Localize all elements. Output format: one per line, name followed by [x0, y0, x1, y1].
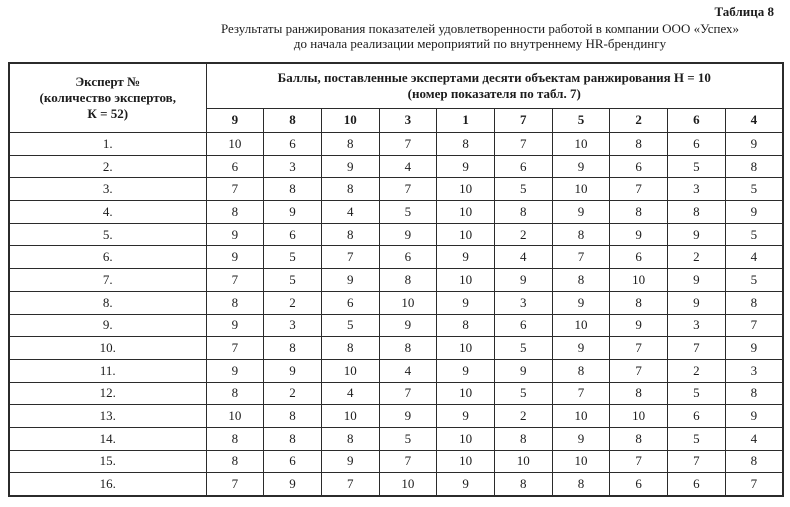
- score-cell: 7: [725, 314, 783, 337]
- score-cell: 7: [610, 337, 668, 360]
- expert-number-cell: 5.: [9, 223, 206, 246]
- score-cell: 8: [264, 178, 322, 201]
- score-cell: 6: [264, 133, 322, 156]
- score-cell: 9: [379, 314, 437, 337]
- score-cell: 7: [668, 337, 726, 360]
- table-row: [9, 291, 783, 314]
- score-cell: 2: [264, 382, 322, 405]
- score-cell: 8: [552, 473, 610, 496]
- score-cell: 5: [494, 178, 552, 201]
- score-cell: 9: [610, 314, 668, 337]
- score-cell: 7: [321, 246, 379, 269]
- score-cell: 6: [494, 314, 552, 337]
- title-line-2: до начала реализации мероприятий по внутреннему HR-брендингу: [293, 36, 667, 52]
- score-cell: 7: [552, 382, 610, 405]
- header-row-top: [9, 63, 783, 109]
- table-row: [9, 427, 783, 450]
- score-cell: 10: [437, 223, 495, 246]
- score-cell: 10: [437, 427, 495, 450]
- indicator-column-header: 9: [206, 109, 264, 133]
- score-cell: 6: [610, 246, 668, 269]
- score-cell: 8: [437, 314, 495, 337]
- score-cell: 5: [668, 382, 726, 405]
- table-row: [9, 201, 783, 224]
- score-cell: 8: [379, 337, 437, 360]
- score-cell: 5: [725, 178, 783, 201]
- score-cell: 9: [668, 269, 726, 292]
- score-cell: 3: [668, 314, 726, 337]
- score-cell: 10: [552, 314, 610, 337]
- score-cell: 6: [610, 473, 668, 496]
- expert-number-cell: 11.: [9, 359, 206, 382]
- score-cell: 9: [206, 359, 264, 382]
- score-cell: 9: [725, 337, 783, 360]
- table-body: [9, 133, 783, 497]
- score-cell: 2: [264, 291, 322, 314]
- score-cell: 9: [437, 405, 495, 428]
- expert-number-cell: 9.: [9, 314, 206, 337]
- score-cell: 9: [552, 337, 610, 360]
- expert-number-cell: 8.: [9, 291, 206, 314]
- indicator-column-header: 7: [494, 109, 552, 133]
- score-cell: 10: [552, 178, 610, 201]
- score-cell: 10: [206, 133, 264, 156]
- score-cell: 3: [264, 155, 322, 178]
- score-cell: 9: [206, 223, 264, 246]
- ranking-table: [8, 62, 784, 497]
- score-cell: 3: [264, 314, 322, 337]
- score-cell: 10: [321, 359, 379, 382]
- score-cell: 7: [206, 337, 264, 360]
- expert-number-cell: 10.: [9, 337, 206, 360]
- score-cell: 3: [725, 359, 783, 382]
- score-cell: 8: [264, 427, 322, 450]
- score-cell: 10: [552, 450, 610, 473]
- score-cell: 2: [668, 246, 726, 269]
- score-cell: 7: [552, 246, 610, 269]
- score-cell: 9: [437, 246, 495, 269]
- score-cell: 9: [437, 155, 495, 178]
- score-cell: 10: [437, 269, 495, 292]
- score-cell: 7: [379, 450, 437, 473]
- scores-header-cell: [206, 63, 783, 109]
- score-cell: 8: [321, 223, 379, 246]
- score-cell: 8: [321, 178, 379, 201]
- score-cell: 4: [321, 201, 379, 224]
- score-cell: 9: [552, 201, 610, 224]
- expert-number-cell: 13.: [9, 405, 206, 428]
- score-cell: 10: [379, 291, 437, 314]
- score-cell: 8: [552, 269, 610, 292]
- indicator-column-header: 3: [379, 109, 437, 133]
- score-cell: 9: [725, 133, 783, 156]
- expert-header-line-1: Эксперт №: [75, 73, 141, 89]
- score-cell: 9: [264, 201, 322, 224]
- score-cell: 8: [610, 201, 668, 224]
- expert-header-line-2: (количество экспертов,: [39, 89, 176, 105]
- score-cell: 8: [610, 133, 668, 156]
- score-cell: 5: [494, 337, 552, 360]
- score-cell: 10: [437, 450, 495, 473]
- score-cell: 8: [610, 427, 668, 450]
- indicator-column-header: 8: [264, 109, 322, 133]
- score-cell: 10: [321, 405, 379, 428]
- score-cell: 8: [321, 337, 379, 360]
- score-cell: 7: [610, 450, 668, 473]
- score-cell: 10: [437, 337, 495, 360]
- indicator-column-header: 5: [552, 109, 610, 133]
- score-cell: 6: [668, 405, 726, 428]
- score-cell: 8: [264, 337, 322, 360]
- score-cell: 5: [264, 269, 322, 292]
- score-cell: 6: [264, 223, 322, 246]
- score-cell: 6: [494, 155, 552, 178]
- score-cell: 8: [610, 382, 668, 405]
- score-cell: 7: [206, 473, 264, 496]
- score-cell: 8: [321, 427, 379, 450]
- indicator-column-header: 2: [610, 109, 668, 133]
- score-cell: 9: [668, 291, 726, 314]
- score-cell: 2: [668, 359, 726, 382]
- expert-number-cell: 7.: [9, 269, 206, 292]
- score-cell: 7: [668, 450, 726, 473]
- score-cell: 5: [321, 314, 379, 337]
- table-row: [9, 405, 783, 428]
- score-cell: 8: [379, 269, 437, 292]
- score-cell: 9: [668, 223, 726, 246]
- score-cell: 8: [206, 382, 264, 405]
- score-cell: 10: [437, 201, 495, 224]
- score-cell: 9: [321, 269, 379, 292]
- document-title: [0, 20, 790, 52]
- score-cell: 5: [264, 246, 322, 269]
- score-cell: 8: [552, 223, 610, 246]
- score-cell: 9: [379, 405, 437, 428]
- score-cell: 5: [668, 155, 726, 178]
- score-cell: 7: [206, 269, 264, 292]
- score-cell: 8: [725, 155, 783, 178]
- score-cell: 9: [437, 473, 495, 496]
- score-cell: 9: [264, 473, 322, 496]
- score-cell: 8: [437, 133, 495, 156]
- table-row: [9, 178, 783, 201]
- expert-number-cell: 16.: [9, 473, 206, 496]
- scores-header-line-2: (номер показателя по табл. 7): [407, 86, 581, 101]
- score-cell: 6: [668, 473, 726, 496]
- score-cell: 10: [437, 178, 495, 201]
- score-cell: 9: [264, 359, 322, 382]
- score-cell: 8: [264, 405, 322, 428]
- score-cell: 8: [206, 427, 264, 450]
- score-cell: 9: [379, 223, 437, 246]
- score-cell: 5: [379, 201, 437, 224]
- indicator-column-header: 1: [437, 109, 495, 133]
- score-cell: 8: [494, 427, 552, 450]
- score-cell: 8: [206, 450, 264, 473]
- score-cell: 7: [610, 178, 668, 201]
- indicator-column-header: 4: [725, 109, 783, 133]
- score-cell: 7: [321, 473, 379, 496]
- score-cell: 9: [494, 359, 552, 382]
- score-cell: 8: [552, 359, 610, 382]
- expert-header-cell: [9, 63, 206, 133]
- expert-number-cell: 6.: [9, 246, 206, 269]
- score-cell: 4: [379, 359, 437, 382]
- score-cell: 7: [610, 359, 668, 382]
- table-row: [9, 223, 783, 246]
- table-number-label: Таблица 8: [714, 4, 774, 19]
- indicator-column-header: 10: [321, 109, 379, 133]
- expert-number-cell: 2.: [9, 155, 206, 178]
- score-cell: 8: [725, 382, 783, 405]
- score-cell: 4: [321, 382, 379, 405]
- score-cell: 9: [494, 269, 552, 292]
- score-cell: 3: [494, 291, 552, 314]
- score-cell: 10: [206, 405, 264, 428]
- score-cell: 8: [321, 133, 379, 156]
- score-cell: 2: [494, 223, 552, 246]
- score-cell: 10: [437, 382, 495, 405]
- score-cell: 6: [321, 291, 379, 314]
- score-cell: 6: [264, 450, 322, 473]
- score-cell: 4: [725, 246, 783, 269]
- score-cell: 9: [552, 291, 610, 314]
- score-cell: 5: [725, 223, 783, 246]
- score-cell: 7: [379, 133, 437, 156]
- score-cell: 7: [206, 178, 264, 201]
- score-cell: 9: [610, 223, 668, 246]
- score-cell: 4: [379, 155, 437, 178]
- table-row: [9, 382, 783, 405]
- expert-number-cell: 3.: [9, 178, 206, 201]
- score-cell: 8: [494, 473, 552, 496]
- score-cell: 8: [725, 450, 783, 473]
- score-cell: 3: [668, 178, 726, 201]
- score-cell: 8: [494, 201, 552, 224]
- expert-number-cell: 15.: [9, 450, 206, 473]
- score-cell: 4: [725, 427, 783, 450]
- score-cell: 9: [552, 155, 610, 178]
- score-cell: 9: [725, 405, 783, 428]
- score-cell: 8: [725, 291, 783, 314]
- score-cell: 6: [379, 246, 437, 269]
- score-cell: 6: [206, 155, 264, 178]
- score-cell: 9: [552, 427, 610, 450]
- table-row: [9, 269, 783, 292]
- score-cell: 7: [494, 133, 552, 156]
- score-cell: 9: [321, 155, 379, 178]
- score-cell: 4: [494, 246, 552, 269]
- expert-number-cell: 14.: [9, 427, 206, 450]
- score-cell: 10: [610, 269, 668, 292]
- expert-number-cell: 4.: [9, 201, 206, 224]
- score-cell: 9: [437, 291, 495, 314]
- table-row: [9, 337, 783, 360]
- table-row: [9, 450, 783, 473]
- table-row: [9, 133, 783, 156]
- score-cell: 6: [610, 155, 668, 178]
- table-row: [9, 473, 783, 496]
- score-cell: 10: [552, 405, 610, 428]
- score-cell: 8: [610, 291, 668, 314]
- score-cell: 9: [321, 450, 379, 473]
- score-cell: 6: [668, 133, 726, 156]
- table-row: [9, 246, 783, 269]
- table-row: [9, 314, 783, 337]
- score-cell: 7: [725, 473, 783, 496]
- score-cell: 10: [379, 473, 437, 496]
- score-cell: 5: [668, 427, 726, 450]
- score-cell: 10: [552, 133, 610, 156]
- score-cell: 9: [725, 201, 783, 224]
- score-cell: 9: [206, 246, 264, 269]
- score-cell: 7: [379, 178, 437, 201]
- table-row: [9, 359, 783, 382]
- score-cell: 5: [494, 382, 552, 405]
- expert-header-line-3: К = 52): [87, 106, 129, 122]
- table-row: [9, 155, 783, 178]
- score-cell: 2: [494, 405, 552, 428]
- score-cell: 9: [437, 359, 495, 382]
- expert-number-cell: 12.: [9, 382, 206, 405]
- score-cell: 10: [494, 450, 552, 473]
- scores-header-line-1: Баллы, поставленные экспертами десяти объектам ранжирования Н = 10: [277, 69, 711, 85]
- title-line-1: Результаты ранжирования показателей удовлетворенности работой в компании ООО «Успех»: [220, 20, 740, 36]
- score-cell: 5: [725, 269, 783, 292]
- score-cell: 5: [379, 427, 437, 450]
- score-cell: 7: [379, 382, 437, 405]
- score-cell: 8: [206, 201, 264, 224]
- expert-number-cell: 1.: [9, 133, 206, 156]
- score-cell: 8: [206, 291, 264, 314]
- score-cell: 9: [206, 314, 264, 337]
- indicator-column-header: 6: [668, 109, 726, 133]
- score-cell: 8: [668, 201, 726, 224]
- score-cell: 10: [610, 405, 668, 428]
